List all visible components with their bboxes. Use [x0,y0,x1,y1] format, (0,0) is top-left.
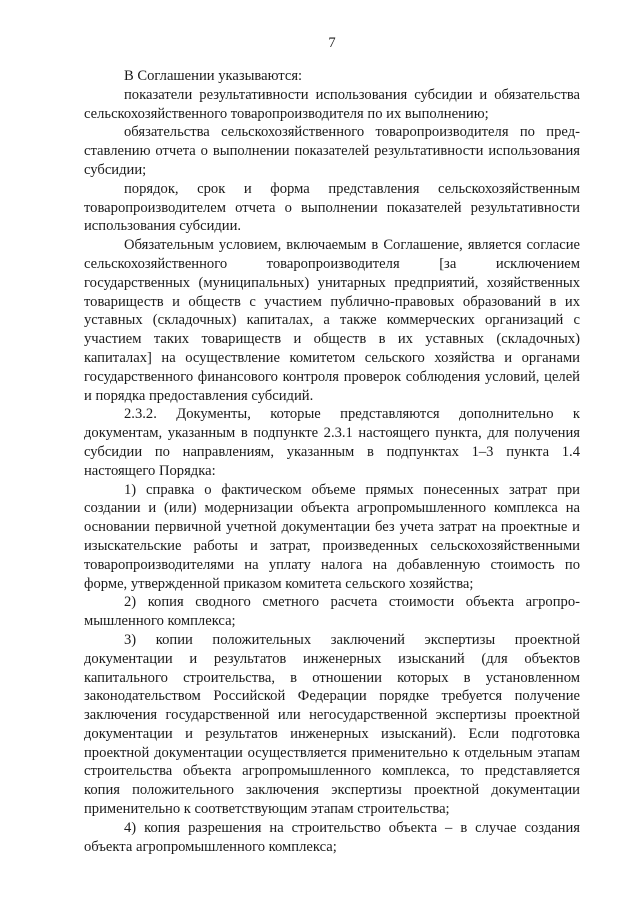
paragraph-report-obligations: обязательства сельскохозяйственного товаропроизводителя по представлению отчета о выполнении показателей результативности использования субсидии; [84,124,580,178]
paragraph-section-2-3-2: 2.3.2. Документы, которые представляются дополнительно к документам, указанным в подпункте 2.3.1 настоящего пункта, для получения субсидии по направлениям, указанным в подпунктах 1–3 пункта 1.4 настоящего Порядка: [84,406,580,479]
paragraph-mandatory-condition: Обязательным условием, включаемым в Соглашение, является согласие сельскохозяйственного товаропроизводителя [за исключением государственных (муниципальных) унитарных предприятий, хозяйственных товариществ и обществ с участием публично-правовых образований в их уставных (складочных) капиталах, а также коммерческих организаций с участием таких товариществ и обществ в их уставных (складочных) капиталах] на осуществление комитетом сельского хозяйства и органами государственного финансового контроля проверок соблюдения условий, целей и порядка предоставления субсидий. [84,237,580,404]
paragraph-performance-indicators: показатели результативности использования субсидии и обязательства сельскохозяйственного товаропроизводителя по их выполнению; [84,86,580,122]
list-item-3: 3) копии положительных заключений экспертизы проектной документации и результатов инженерных изысканий (для объектов капитального строительства, в отношении которых в установленном законодательством Российской Федерации порядке требуется получение заключения государственной или негосударственной экспертизы проектной документации и результатов инженерных изысканий). Если подготовка проектной документации осуществляется применительно к отдельным этапам строительства объекта агропромышленного комплекса, то представляется копия положительного заключения экспертизы проектной документации применительно к соответствующим этапам строительства; [84,631,580,818]
list-item-2: 2) копия сводного сметного расчета стоимости объекта агропромышленного комплекса; [84,594,580,630]
list-item-4: 4) копия разрешения на строительство объекта – в случае создания объекта агропромышленного комплекса; [84,819,580,855]
page-number: 7 [328,35,336,51]
paragraph-intro: В Соглашении указываются: [124,68,303,84]
list-item-1: 1) справка о фактическом объеме прямых понесенных затрат при создании и (или) модернизации объекта агропромышленного комплекса на основании первичной учетной документации без учета затрат на проектные и изыскательские работы и затрат, произведенных сельскохозяйственными товаропроизводителями на уплату налога на добавленную стоимость по форме, утвержденной приказом комитета сельского хозяйства; [84,481,580,592]
document-body [84,67,580,856]
paragraph-report-procedure: порядок, срок и форма представления сельскохозяйственным товаропроизводителем отчета о выполнении показателей результативности использования субсидии. [84,180,580,235]
